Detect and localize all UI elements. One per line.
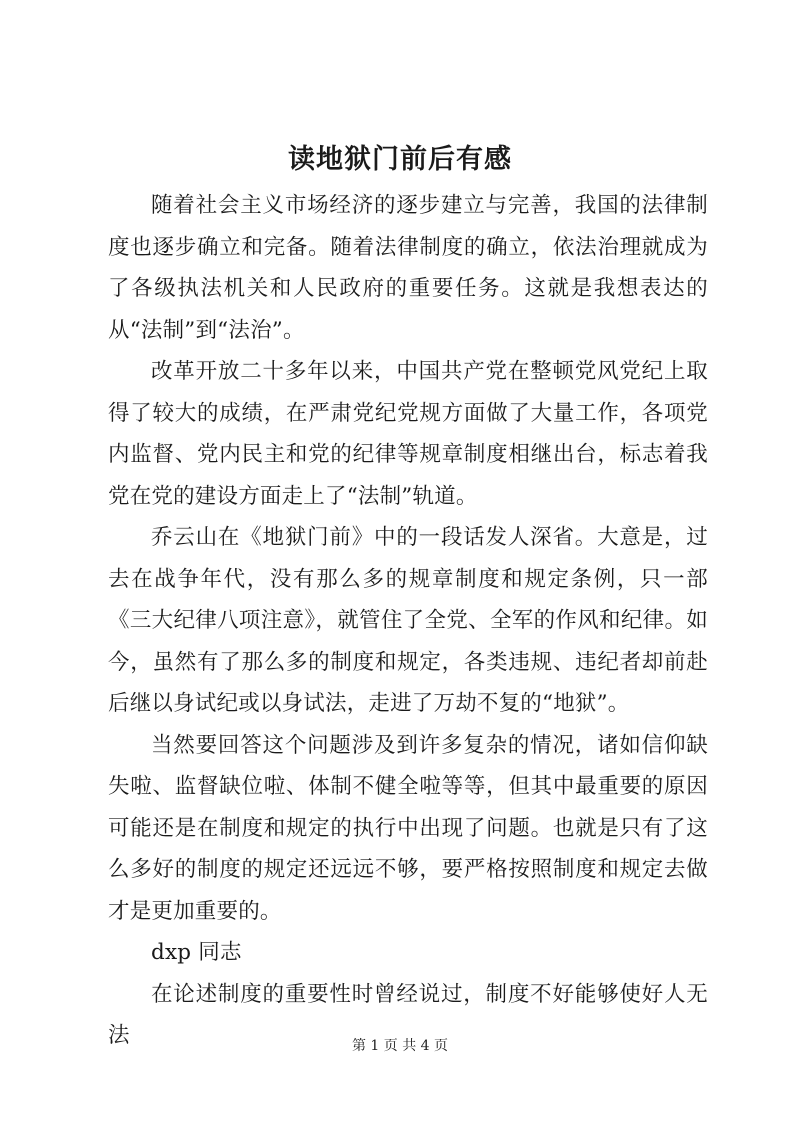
paragraph-2: 改革开放二十多年以来，中国共产党在整顿党风党纪上取得了较大的成绩，在严肃党纪党规方面做了大量工作，各项党内监督、党内民主和党的纪律等规章制度相继出台，标志着我党在党的建设方面走上了“法制”轨道。 <box>108 359 708 509</box>
document-title: 读地狱门前后有感 <box>288 144 512 175</box>
paragraph-3: 乔云山在《地狱门前》中的一段话发人深省。大意是，过去在战争年代，没有那么多的规章制度和规定条例，只一部《三大纪律八项注意》，就管住了全党、全军的作风和纪律。如今，虽然有了那么多的制度和规定，各类违规、违纪者却前赴后继以身试纪或以身试法，走进了万劫不复的“地狱”。 <box>108 525 708 716</box>
paragraph-4: 当然要回答这个问题涉及到许多复杂的情况，诸如信仰缺失啦、监督缺位啦、体制不健全啦等等，但其中最重要的原因可能还是在制度和规定的执行中出现了问题。也就是只有了这么多好的制度的规定还远远不够，要严格按照制度和规定去做才是更加重要的。 <box>108 732 708 924</box>
page-footer: 第 1 页 共 4 页 <box>351 1038 449 1054</box>
paragraph-5: dxp 同志 <box>151 940 242 965</box>
paragraph-1: 随着社会主义市场经济的逐步建立与完善，我国的法律制度也逐步确立和完备。随着法律制度的确立，依法治理就成为了各级执法机关和人民政府的重要任务。这就是我想表达的从“法制”到“法治”。 <box>108 193 708 343</box>
paragraph-6: 在论述制度的重要性时曾经说过，制度不好能够使好人无法 <box>108 981 708 1048</box>
document-body <box>108 185 708 1057</box>
